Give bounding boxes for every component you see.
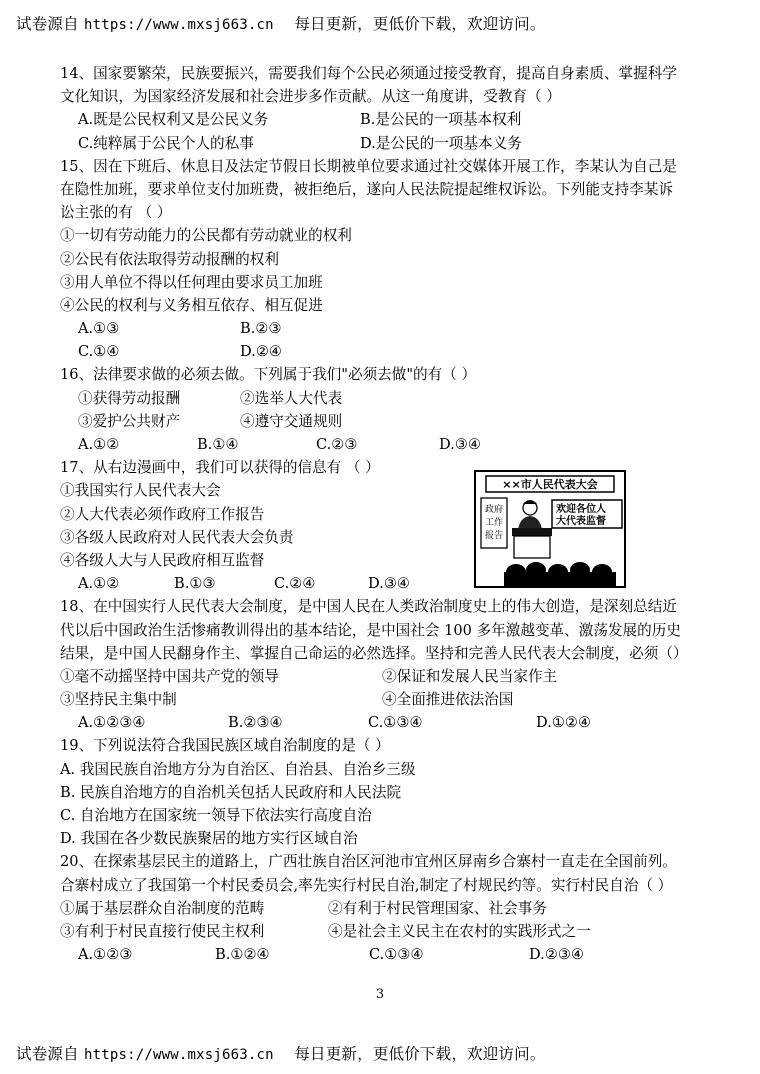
question-stem: 讼主张的有 （ ） (60, 204, 172, 222)
question-stem: 合寨村成立了我国第一个村民委员会,率先实行村民自治,制定了村规民约等。实行村民自治（ ） (60, 876, 673, 894)
statement-1: ①毫不动摇坚持中国共产党的领导 (60, 667, 279, 685)
banner-slogan: 每日更新，更低价下载，欢迎访问。 (294, 1045, 546, 1063)
podium (514, 536, 550, 558)
question-14 (60, 62, 710, 155)
podium-top (512, 528, 552, 536)
welcome-sign-text: 大代表监督 (556, 516, 606, 527)
option-c: C.②③ (316, 436, 358, 453)
question-15 (60, 155, 710, 364)
option-c: C.纯粹属于公民个人的私事 (78, 134, 254, 152)
question-20 (60, 850, 710, 966)
statement-4: ④是社会主义民主在农村的实践形式之一 (328, 922, 591, 940)
cartoon-illustration (476, 472, 624, 586)
banner-slogan: 每日更新，更低价下载，欢迎访问。 (294, 15, 546, 33)
statement-1: ①一切有劳动能力的公民都有劳动就业的权利 (60, 227, 352, 245)
question-stem: 14、国家要繁荣，民族要振兴，需要我们每个公民必须通过接受教育，提高自身素质、掌握科学 (60, 65, 677, 82)
question-stem: 19、下列说法符合我国民族区域自治制度的是（ ） (60, 737, 390, 755)
question-stem: 18、在中国实行人民代表大会制度，是中国人民在人类政治制度史上的伟大创造，是深刻总结近 (60, 598, 677, 616)
welcome-sign-text: 欢迎各位人 (556, 504, 606, 515)
option-a: A.①②③ (78, 946, 133, 964)
question-stem: 代以后中国政治生活惨痛教训得出的基本结论，是中国社会 100 多年激越变革、激荡发展的历史 (60, 621, 681, 639)
question-stem: 文化知识，为国家经济发展和社会进步多作贡献。从这一角度讲，受教育（ ） (60, 88, 561, 106)
banner-url-link[interactable]: https://www.mxsj663.cn (83, 1047, 274, 1063)
report-board-text: 报告 (484, 531, 504, 541)
question-stem: 结果，是中国人民翻身作主、掌握自己命运的必然选择。坚持和完善人民代表大会制度，必须（） (60, 644, 688, 662)
question-stem: 15、因在下班后、休息日及法定节假日长期被单位要求通过社交媒体开展工作，李某认为自己是 (60, 157, 677, 175)
option-d: D.②④ (240, 343, 282, 361)
question-16 (60, 363, 710, 456)
footer-banner (16, 1042, 546, 1064)
option-a: A.①② (78, 436, 120, 453)
statement-3: ③坚持民主集中制 (60, 691, 177, 709)
question-stem: 16、法律要求做的必须去做。下列属于我们"必须去做"的有（ ） (60, 366, 477, 384)
report-board-text: 政府 (484, 505, 504, 515)
option-a: A.①③ (78, 320, 120, 338)
statement-3: ③有利于村民直接行使民主权利 (60, 922, 265, 940)
option-b: B.①②④ (215, 946, 270, 964)
statement-2: ②公民有依法取得劳动报酬的权利 (60, 250, 279, 268)
option-d: D.①②④ (536, 714, 592, 732)
statement-2: ②有利于村民管理国家、社会事务 (328, 899, 547, 917)
question-19 (60, 734, 710, 850)
statement-4: ④遵守交通规则 (240, 412, 343, 430)
statement-1: ①获得劳动报酬 (78, 389, 181, 407)
cartoon-banner-text: ××市人民代表大会 (502, 478, 598, 491)
option-a: A. 我国民族自治地方分为自治区、自治县、自治乡三级 (60, 760, 416, 778)
header-banner (16, 12, 546, 34)
report-board-text: 工作 (484, 518, 504, 528)
option-a: A.①②③④ (78, 714, 146, 732)
option-d: D.③④ (368, 575, 410, 593)
statement-2: ②选举人大代表 (240, 389, 343, 407)
option-c: C.①③④ (369, 946, 424, 964)
speaker-hair (523, 500, 537, 504)
option-b: B.①④ (197, 436, 239, 453)
option-b: B.②③④ (228, 714, 283, 732)
option-d: D.②③④ (529, 946, 585, 964)
statement-2: ②保证和发展人民当家作主 (382, 667, 558, 685)
speaker-body (518, 516, 542, 530)
option-c: C.①④ (78, 343, 120, 361)
statement-1: ①我国实行人民代表大会 (60, 482, 221, 500)
option-b: B. 民族自治地方的自治机关包括人民政府和人民法院 (60, 783, 402, 801)
option-d: D.③④ (439, 436, 481, 453)
option-b: B.是公民的一项基本权利 (360, 111, 522, 129)
option-a: A.既是公民权利又是公民义务 (78, 111, 269, 129)
page-number: 3 (375, 987, 385, 1002)
banner-url-link[interactable]: https://www.mxsj663.cn (83, 17, 274, 33)
statement-4: ④全面推进依法治国 (382, 691, 514, 709)
option-a: A.①② (78, 575, 120, 593)
statement-3: ③爱护公共财产 (78, 412, 181, 430)
question-stem: 在隐性加班，要求单位支付加班费，被拒绝后，遂向人民法院提起维权诉讼。下列能支持李某诉 (60, 180, 673, 198)
question-18 (60, 595, 710, 734)
banner-source-label: 试卷源自 (16, 15, 79, 33)
question-stem: 20、在探索基层民主的道路上，广西壮族自治区河池市宜州区屏南乡合寨村一直走在全国前列。 (60, 853, 677, 871)
banner-source-label: 试卷源自 (16, 1045, 79, 1063)
statement-4: ④各级人大与人民政府相互监督 (60, 551, 265, 569)
option-b: B.②③ (240, 320, 282, 338)
statement-3: ③用人单位不得以任何理由要求员工加班 (60, 273, 323, 291)
option-c: C. 自治地方在国家统一领导下依法实行高度自治 (60, 807, 372, 824)
option-b: B.①③ (174, 575, 216, 593)
statement-4: ④公民的权利与义务相互依存、相互促进 (60, 296, 323, 314)
statement-3: ③各级人民政府对人民代表大会负责 (60, 528, 294, 546)
question-stem: 17、从右边漫画中，我们可以获得的信息有 （ ） (60, 459, 380, 477)
statement-1: ①属于基层群众自治制度的范畴 (60, 899, 265, 917)
option-d: D. 我国在各少数民族聚居的地方实行区域自治 (60, 830, 358, 848)
option-c: C.②④ (274, 575, 316, 593)
cartoon-figure (474, 470, 626, 588)
statement-2: ②人大代表必须作政府工作报告 (60, 505, 265, 523)
option-c: C.①③④ (368, 714, 423, 732)
option-d: D.是公民的一项基本义务 (360, 134, 522, 152)
audience (504, 562, 616, 586)
